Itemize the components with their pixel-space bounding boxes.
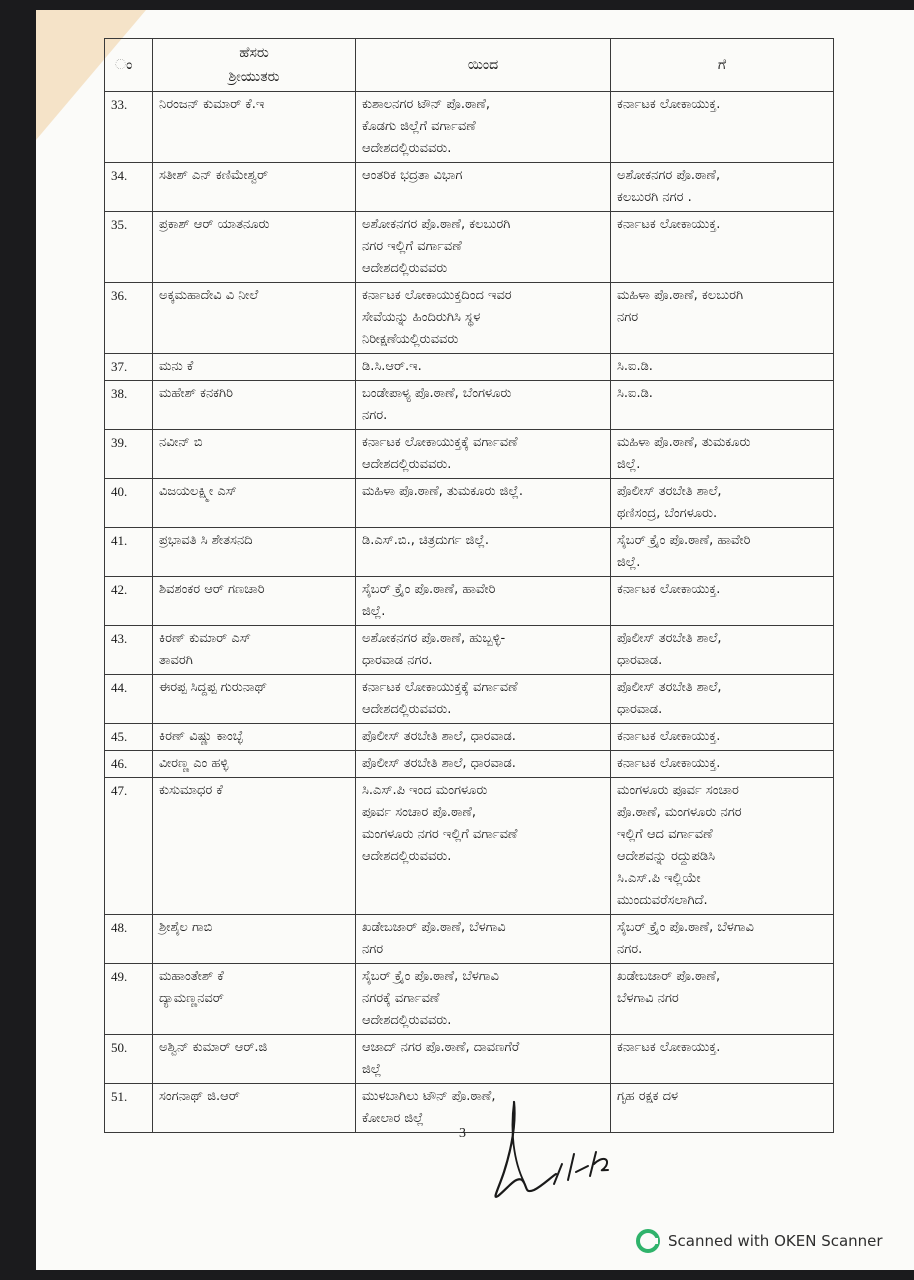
- row-name: ವಿಜಯಲಕ್ಷ್ಮೀ ಎಸ್: [153, 479, 356, 528]
- row-serial: 41.: [105, 528, 153, 577]
- row-name: ಕಿರಣ್ ಕುಮಾರ್ ಎಸ್ ತಾವರಗಿ: [153, 626, 356, 675]
- row-from: ಖಡೇಬಜಾರ್ ಪೊ.ಠಾಣೆ, ಬೆಳಗಾವಿ ನಗರ: [356, 915, 611, 964]
- row-from: ಡಿ.ಎಸ್.ಬಿ., ಚಿತ್ರದುರ್ಗ ಜಿಲ್ಲೆ.: [356, 528, 611, 577]
- row-serial: 46.: [105, 751, 153, 778]
- header-from: ಯಿಂದ: [356, 39, 611, 92]
- table-row: [105, 381, 834, 430]
- table-row: [105, 354, 834, 381]
- row-name: ಸತೀಶ್ ಎನ್ ಕಣಿಮೇಶ್ವರ್: [153, 163, 356, 212]
- row-name: ನಿರಂಜನ್ ಕುಮಾರ್ ಕೆ.ಇ: [153, 92, 356, 163]
- row-serial: 39.: [105, 430, 153, 479]
- transfer-table: [104, 38, 834, 1133]
- table-row: [105, 528, 834, 577]
- row-to: ಪೊಲೀಸ್ ತರಬೇತಿ ಶಾಲೆ, ಧಾರವಾಡ.: [611, 675, 834, 724]
- row-serial: 51.: [105, 1084, 153, 1133]
- row-to: ಕರ್ನಾಟಕ ಲೋಕಾಯುಕ್ತ.: [611, 577, 834, 626]
- row-serial: 40.: [105, 479, 153, 528]
- header-name-line2: ಶ್ರೀಯುತರು: [228, 69, 280, 85]
- table-row: [105, 92, 834, 163]
- row-to: ಕರ್ನಾಟಕ ಲೋಕಾಯುಕ್ತ.: [611, 751, 834, 778]
- header-to: ಗೆ: [611, 39, 834, 92]
- header-name: [153, 39, 356, 92]
- row-serial: 49.: [105, 964, 153, 1035]
- scanner-label: Scanned with OKEN Scanner: [668, 1232, 883, 1250]
- table-row: [105, 577, 834, 626]
- table-row: [105, 964, 834, 1035]
- row-serial: 38.: [105, 381, 153, 430]
- table-row: [105, 430, 834, 479]
- row-from: ಆಜಾದ್ ನಗರ ಪೊ.ಠಾಣೆ, ದಾವಣಗೆರೆ ಜಿಲ್ಲೆ: [356, 1035, 611, 1084]
- row-serial: 37.: [105, 354, 153, 381]
- row-from: ಕರ್ನಾಟಕ ಲೋಕಾಯುಕ್ತಕ್ಕೆ ವರ್ಗಾವಣೆ ಆದೇಶದಲ್ಲಿರುವವರು.: [356, 430, 611, 479]
- table-row: [105, 675, 834, 724]
- row-from: ಡಿ.ಸಿ.ಆರ್.ಇ.: [356, 354, 611, 381]
- row-serial: 45.: [105, 724, 153, 751]
- row-from: ಪೊಲೀಸ್ ತರಬೇತಿ ಶಾಲೆ, ಧಾರವಾಡ.: [356, 724, 611, 751]
- table-row: [105, 1084, 834, 1133]
- row-from: ಸಿ.ಎಸ್.ಪಿ ಇಂದ ಮಂಗಳೂರು ಪೂರ್ವ ಸಂಚಾರ ಪೊ.ಠಾಣೆ, ಮಂಗಳೂರು ನಗರ ಇಲ್ಲಿಗೆ ವರ್ಗಾವಣೆ ಆದೇಶದಲ್ಲಿರುವವರು.: [356, 778, 611, 915]
- row-from: ಆಂತರಿಕ ಭದ್ರತಾ ವಿಭಾಗ: [356, 163, 611, 212]
- row-to: ಮಹಿಳಾ ಪೊ.ಠಾಣೆ, ಕಲಬುರಗಿ ನಗರ: [611, 283, 834, 354]
- row-serial: 44.: [105, 675, 153, 724]
- row-to: ಕರ್ನಾಟಕ ಲೋಕಾಯುಕ್ತ.: [611, 212, 834, 283]
- row-serial: 42.: [105, 577, 153, 626]
- row-serial: 50.: [105, 1035, 153, 1084]
- table-row: [105, 283, 834, 354]
- row-name: ಶ್ರೀಶೈಲ ಗಾಬಿ: [153, 915, 356, 964]
- row-from: ಅಶೋಕನಗರ ಪೊ.ಠಾಣೆ, ಕಲಬುರಗಿ ನಗರ ಇಲ್ಲಿಗೆ ವರ್ಗಾವಣೆ ಆದೇಶದಲ್ಲಿರುವವರು: [356, 212, 611, 283]
- table-row: [105, 915, 834, 964]
- row-serial: 47.: [105, 778, 153, 915]
- table-row: [105, 724, 834, 751]
- row-from: ಮಹಿಳಾ ಪೊ.ಠಾಣೆ, ತುಮಕೂರು ಜಿಲ್ಲೆ.: [356, 479, 611, 528]
- row-to: ಸಿ.ಐ.ಡಿ.: [611, 381, 834, 430]
- row-from: ಮುಳಬಾಗಿಲು ಟೌನ್ ಪೊ.ಠಾಣೆ, ಕೋಲಾರ ಜಿಲ್ಲೆ: [356, 1084, 611, 1133]
- row-from: ಕುಶಾಲನಗರ ಟೌನ್ ಪೊ.ಠಾಣೆ, ಕೊಡಗು ಜಿಲ್ಲೆಗೆ ವರ್ಗಾವಣೆ ಆದೇಶದಲ್ಲಿರುವವರು.: [356, 92, 611, 163]
- row-name: ಕಿರಣ್ ವಿಷ್ಣು ಕಾಂಬ್ಳೆ: [153, 724, 356, 751]
- row-to: ಕರ್ನಾಟಕ ಲೋಕಾಯುಕ್ತ.: [611, 92, 834, 163]
- row-to: ಅಶೋಕನಗರ ಪೊ.ಠಾಣೆ, ಕಲಬುರಗಿ ನಗರ .: [611, 163, 834, 212]
- row-name: ಮನು ಕೆ: [153, 354, 356, 381]
- row-to: ಮಹಿಳಾ ಪೊ.ಠಾಣೆ, ತುಮಕೂರು ಜಿಲ್ಲೆ.: [611, 430, 834, 479]
- row-serial: 35.: [105, 212, 153, 283]
- row-name: ನವೀನ್ ಬಿ: [153, 430, 356, 479]
- row-to: ಖಡೇಬಜಾರ್ ಪೊ.ಠಾಣೆ, ಬೆಳಗಾವಿ ನಗರ: [611, 964, 834, 1035]
- row-to: ಸೈಬರ್ ಕ್ರೈಂ ಪೊ.ಠಾಣೆ, ಹಾವೇರಿ ಜಿಲ್ಲೆ.: [611, 528, 834, 577]
- row-from: ಕರ್ನಾಟಕ ಲೋಕಾಯುಕ್ತಕ್ಕೆ ವರ್ಗಾವಣೆ ಆದೇಶದಲ್ಲಿರುವವರು.: [356, 675, 611, 724]
- row-to: ಪೊಲೀಸ್ ತರಬೇತಿ ಶಾಲೆ, ಧಾರವಾಡ.: [611, 626, 834, 675]
- row-to: ಗೃಹ ರಕ್ಷಕ ದಳ: [611, 1084, 834, 1133]
- header-serial: ಂ: [105, 39, 153, 92]
- row-serial: 33.: [105, 92, 153, 163]
- row-serial: 48.: [105, 915, 153, 964]
- signature: [484, 1092, 634, 1210]
- scanner-watermark: [636, 1229, 883, 1253]
- table-row: [105, 751, 834, 778]
- row-from: ಕರ್ನಾಟಕ ಲೋಕಾಯುಕ್ತದಿಂದ ಇವರ ಸೇವೆಯನ್ನು ಹಿಂದಿರುಗಿಸಿ ಸ್ಥಳ ನಿರೀಕ್ಷಣೆಯಲ್ಲಿರುವವರು: [356, 283, 611, 354]
- row-from: ಸೈಬರ್ ಕ್ರೈಂ ಪೊ.ಠಾಣೆ, ಹಾವೇರಿ ಜಿಲ್ಲೆ.: [356, 577, 611, 626]
- row-serial: 36.: [105, 283, 153, 354]
- row-name: ಪ್ರಕಾಶ್ ಆರ್ ಯಾತನೂರು: [153, 212, 356, 283]
- table-header-row: [105, 39, 834, 92]
- row-serial: 43.: [105, 626, 153, 675]
- row-name: ಈರಪ್ಪ ಸಿದ್ದಪ್ಪ ಗುರುನಾಥ್: [153, 675, 356, 724]
- row-from: ಪೊಲೀಸ್ ತರಬೇತಿ ಶಾಲೆ, ಧಾರವಾಡ.: [356, 751, 611, 778]
- table-row: [105, 778, 834, 915]
- row-from: ಸೈಬರ್ ಕ್ರೈಂ ಪೊ.ಠಾಣೆ, ಬೆಳಗಾವಿ ನಗರಕ್ಕೆ ವರ್ಗಾವಣೆ ಆದೇಶದಲ್ಲಿರುವವರು.: [356, 964, 611, 1035]
- row-to: ಸೈಬರ್ ಕ್ರೈಂ ಪೊ.ಠಾಣೆ, ಬೆಳಗಾವಿ ನಗರ.: [611, 915, 834, 964]
- table-row: [105, 1035, 834, 1084]
- row-name: ಮಹಾಂತೇಶ್ ಕೆ ದ್ಯಾಮಣ್ಣನವರ್: [153, 964, 356, 1035]
- table-row: [105, 163, 834, 212]
- row-to: ಸಿ.ಐ.ಡಿ.: [611, 354, 834, 381]
- row-name: ಪ್ರಭಾವತಿ ಸಿ ಶೇತಸನದಿ: [153, 528, 356, 577]
- row-name: ಕುಸುಮಾಧರ ಕೆ: [153, 778, 356, 915]
- row-to: ಕರ್ನಾಟಕ ಲೋಕಾಯುಕ್ತ.: [611, 724, 834, 751]
- row-name: ಅಕ್ಕಮಹಾದೇವಿ ವಿ ನೀಲೆ: [153, 283, 356, 354]
- row-to: ಮಂಗಳೂರು ಪೂರ್ವ ಸಂಚಾರ ಪೊ.ಠಾಣೆ, ಮಂಗಳೂರು ನಗರ ಇಲ್ಲಿಗೆ ಆದ ವರ್ಗಾವಣೆ ಆದೇಶವನ್ನು ರದ್ದುಪಡಿಸಿ ಸಿ.ಎಸ್.ಪಿ ಇಲ್ಲಿಯೇ ಮುಂದುವರೆಸಲಾಗಿದೆ.: [611, 778, 834, 915]
- table-row: [105, 626, 834, 675]
- row-name: ಮಹೇಶ್ ಕನಕಗಿರಿ: [153, 381, 356, 430]
- row-name: ಸಂಗನಾಥ್ ಜಿ.ಆರ್: [153, 1084, 356, 1133]
- row-from: ಅಶೋಕನಗರ ಪೊ.ಠಾಣೆ, ಹುಬ್ಬಳ್ಳಿ- ಧಾರವಾಡ ನಗರ.: [356, 626, 611, 675]
- row-from: ಬಂಡೇಪಾಳ್ಯ ಪೊ.ಠಾಣೆ, ಬೆಂಗಳೂರು ನಗರ.: [356, 381, 611, 430]
- header-name-line1: ಹೆಸರು: [239, 45, 269, 61]
- table-row: [105, 479, 834, 528]
- table-body: [105, 92, 834, 1133]
- oken-scanner-icon: [636, 1229, 660, 1253]
- page-number: 3: [459, 1126, 466, 1141]
- row-serial: 34.: [105, 163, 153, 212]
- row-name: ಶಿವಶಂಕರ ಆರ್ ಗಣಚಾರಿ: [153, 577, 356, 626]
- table-row: [105, 212, 834, 283]
- row-to: ಪೊಲೀಸ್ ತರಬೇತಿ ಶಾಲೆ, ಥಣಿಸಂದ್ರ, ಬೆಂಗಳೂರು.: [611, 479, 834, 528]
- row-name: ವೀರಣ್ಣ ಎಂ ಹಳ್ಳಿ: [153, 751, 356, 778]
- row-name: ಅಶ್ವಿನ್ ಕುಮಾರ್ ಆರ್.ಜಿ: [153, 1035, 356, 1084]
- row-to: ಕರ್ನಾಟಕ ಲೋಕಾಯುಕ್ತ.: [611, 1035, 834, 1084]
